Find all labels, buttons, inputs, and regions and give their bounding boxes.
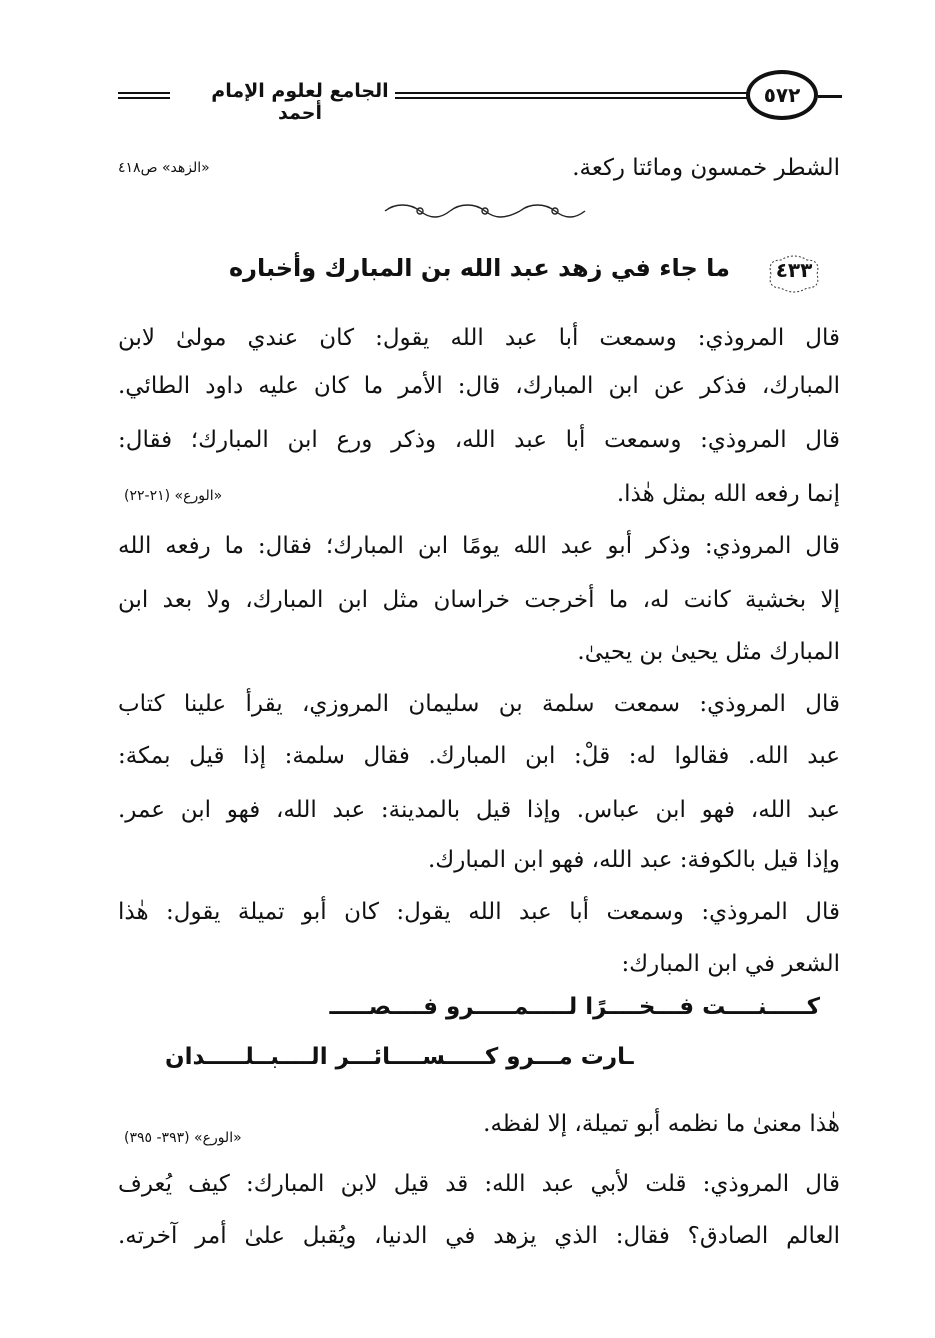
book-title: الجامع لعلوم الإمام أحمد xyxy=(211,80,389,124)
body-line: عبد الله. فقالوا له: قلْ: ابن المبارك. فقال سلمة: إذا قيل بمكة: xyxy=(118,743,840,769)
footnote-ref-wara: «الورع» (٣٩٣- ٣٩٥) xyxy=(124,1130,242,1146)
body-line: المبارك، فذكر عن ابن المبارك، قال: الأمر ما كان عليه داود الطائي. xyxy=(118,373,840,399)
body-line: قال المروذي: سمعت سلمة بن سليمان المروزي، يقرأ علينا كتاب xyxy=(118,691,840,717)
poem-line-1: كـــــنــــت فـــخــــرًا لـــــمـــــرو فــــصـــــ xyxy=(329,994,820,1020)
body-line: قال المروذي: وسمعت أبا عبد الله يقول: كان أبو تميلة يقول: هٰذا xyxy=(118,899,840,925)
section-title: ما جاء في زهد عبد الله بن المبارك وأخباره xyxy=(228,254,730,282)
body-line: قال المروذي: وسمعت أبا عبد الله، وذكر ورع ابن المبارك؛ فقال: xyxy=(118,427,840,453)
body-line: قال المروذي: وسمعت أبا عبد الله يقول: كان عندي مولىٰ لابن xyxy=(118,325,840,351)
ornament-divider xyxy=(380,203,590,219)
continuation-text: الشطر خمسون ومائتا ركعة. xyxy=(572,155,840,181)
body-line: المبارك مثل يحيىٰ بن يحيىٰ. xyxy=(577,639,840,665)
body-line: إلا بخشية كانت له، ما أخرجت خراسان مثل ابن المبارك، ولا بعد ابن xyxy=(118,587,840,613)
section-number: ٤٣٣ xyxy=(775,258,813,282)
body-line: العالم الصادق؟ فقال: الذي يزهد في الدنيا، ويُقبل علىٰ أمر آخرته. xyxy=(118,1223,840,1249)
page-number-badge xyxy=(746,70,818,120)
body-line: عبد الله، فهو ابن عباس. وإذا قيل بالمدينة: عبد الله، فهو ابن عمر. xyxy=(118,797,840,823)
body-line: هٰذا معنىٰ ما نظمه أبو تميلة، إلا لفظه. xyxy=(483,1111,840,1137)
poem-line-2: ـارت مـــرو كـــــســــائـــر الــــبــلـــــدان xyxy=(165,1044,634,1070)
body-line: الشعر في ابن المبارك: xyxy=(621,951,840,977)
footnote-ref-zuhd: «الزهد» ص٤١٨ xyxy=(118,160,210,176)
page-number: ٥٧٢ xyxy=(763,83,801,107)
header-rule-tail xyxy=(818,95,842,98)
body-line: إنما رفعه الله بمثل هٰذا. xyxy=(616,481,840,507)
body-line: قال المروذي: وذكر أبو عبد الله يومًا ابن المبارك؛ فقال: ما رفعه الله xyxy=(118,533,840,559)
body-line: قال المروذي: قلت لأبي عبد الله: قد قيل لابن المبارك: كيف يُعرف xyxy=(118,1171,840,1197)
footnote-ref-wara: «الورع» (٢١-٢٢) xyxy=(124,488,223,504)
body-line: وإذا قيل بالكوفة: عبد الله، فهو ابن المبارك. xyxy=(427,847,840,873)
